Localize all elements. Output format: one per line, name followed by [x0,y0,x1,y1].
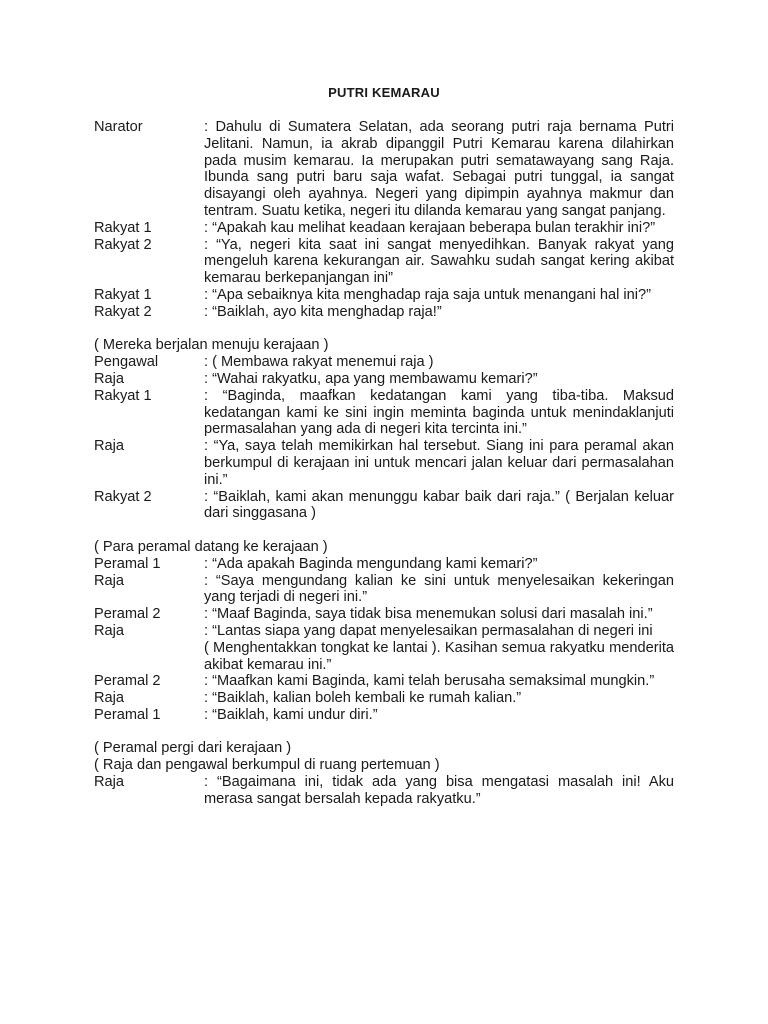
speaker-text [204,489,674,523]
stage-direction: ( Peramal pergi dari kerajaan ) [94,740,292,757]
speaker-name: Rakyat 2 [94,303,152,320]
speaker-name: Raja [94,774,125,791]
speaker-text [204,371,674,388]
speaker-name: Peramal 2 [94,673,161,690]
dialog-line [94,623,674,673]
speaker-text [204,774,674,808]
line-text: “Baiklah, kami undur diri.” [212,706,378,723]
line-text: “Maaf Baginda, saya tidak bisa menemukan solusi dari masalah ini.” [212,606,653,623]
dialog-line [94,774,674,808]
line-text: “Baiklah, ayo kita menghadap raja!” [212,303,442,320]
line-text: “Wahai rakyatku, apa yang membawamu kemari?” [212,370,538,387]
speaker-name: Pengawal [94,354,159,371]
line-text: “Ya, saya telah memikirkan hal tersebut. Siang ini para peramal akan berkumpul di kerajaan ini untuk mencari jalan keluar dari permasalahan ini.” [204,438,674,488]
colon-separator: : [204,370,213,387]
speaker-text [204,690,674,707]
colon-separator: : [204,572,216,589]
blank-line [94,724,674,741]
dialog-line [94,388,674,438]
line-text: “Bagaimana ini, tidak ada yang bisa mengatasi masalah ini! Aku merasa sangat bersalah kepada rakyatku.” [204,774,675,807]
line-text: “Saya mengundang kalian ke sini untuk menyelesaikan kekeringan yang terjadi di negeri ini.” [204,572,675,606]
colon-separator: : [204,774,218,791]
line-text: ( Membawa rakyat menemui raja ) [212,354,434,371]
speaker-text [204,304,674,321]
speaker-text [204,606,674,623]
dialog-line [94,287,674,304]
speaker-text [204,573,674,607]
colon-separator: : [204,690,213,707]
line-text: “Maafkan kami Baginda, kami telah berusaha semaksimal mungkin.” [212,673,655,690]
colon-separator: : [204,354,213,371]
colon-separator: : [204,286,213,303]
dialog-line [94,573,674,607]
colon-separator: : [204,706,213,723]
colon-separator: : [204,303,213,320]
colon-separator: : [204,387,223,404]
dialog-line [94,556,674,573]
dialog-line [94,438,674,488]
line-text: “Ada apakah Baginda mengundang kami kemari?” [212,555,538,572]
dialog-line [94,673,674,690]
speaker-name: Peramal 1 [94,555,161,572]
dialog-line [94,354,674,371]
speaker-text [204,287,674,304]
dialog-line [94,237,674,287]
speaker-name: Rakyat 2 [94,236,152,253]
speaker-name: Rakyat 1 [94,387,152,404]
colon-separator: : [204,236,217,253]
speaker-text [204,623,674,673]
speaker-name: Narator [94,119,143,135]
colon-separator: : [204,555,213,572]
speaker-text [204,556,674,573]
speaker-text [204,119,674,220]
line-text: “Ya, negeri kita saat ini sangat menyedihkan. Banyak rakyat yang mengeluh karena kekurangan air. Sawahku sudah sangat kering akibat kemarau berkepanjangan ini” [204,236,674,287]
speaker-name: Raja [94,572,125,589]
line-text: Dahulu di Sumatera Selatan, ada seorang putri raja bernama Putri Jelitani. Namun, ia akrab dipanggil Putri Kemarau karena dilahirkan pada musim kemarau. Ia merupakan putri sematawayang sang Raja. Ibunda sang putri baru saja wafat. Sebagai putri tunggal, ia sangat disayangi oleh ayahnya. Negeri yang dipimpin ayahnya makmur dan tentram. Suatu ketika, negeri itu dilanda kemarau yang sangat panjang. [204,119,674,219]
speaker-text [204,673,674,690]
line-text: “Lantas siapa yang dapat menyelesaikan permasalahan di negeri ini [212,622,653,639]
colon-separator: : [204,673,213,690]
speaker-text [204,220,674,237]
colon-separator: : [204,622,213,639]
speaker-name: Rakyat 2 [94,488,152,505]
speaker-name: Rakyat 1 [94,286,152,303]
speaker-name: Raja [94,622,125,639]
colon-separator: : [204,438,214,455]
dialog-line [94,489,674,523]
colon-separator: : [204,219,213,236]
dialog-line [94,304,674,321]
blank-line [94,321,674,338]
speaker-text [204,354,674,371]
line-text-continued: ( Menghentakkan tongkat ke lantai ). Kasihan semua rakyatku menderita akibat kemarau ini.” [204,639,674,673]
speaker-text [204,707,674,724]
speaker-text [204,438,674,488]
speaker-name: Peramal 1 [94,706,161,723]
dialog-line [94,371,674,388]
colon-separator: : [204,119,216,135]
stage-direction: ( Raja dan pengawal berkumpul di ruang pertemuan ) [94,757,440,774]
dialog-line [94,606,674,623]
speaker-name: Rakyat 1 [94,219,152,236]
line-text: “Apa sebaiknya kita menghadap raja saja untuk menangani hal ini?” [212,286,652,303]
speaker-name: Raja [94,690,125,707]
speaker-text [204,237,674,287]
line-text: “Baiklah, kalian boleh kembali ke rumah kalian.” [212,690,522,707]
stage-direction: ( Para peramal datang ke kerajaan ) [94,538,328,555]
drama-script [94,119,674,808]
dialog-line [94,707,674,724]
line-text: “Apakah kau melihat keadaan kerajaan beberapa bulan terakhir ini?” [212,219,656,236]
dialog-line [94,690,674,707]
speaker-text [204,388,674,438]
line-text: “Baiklah, kami akan menunggu kabar baik dari raja.” ( Berjalan keluar dari singgasana ) [204,488,675,522]
dialog-line [94,220,674,237]
stage-direction: ( Mereka berjalan menuju kerajaan ) [94,337,329,354]
document-title: PUTRI KEMARAU [328,85,440,100]
colon-separator: : [204,606,213,623]
speaker-name: Peramal 2 [94,606,161,623]
speaker-name: Raja [94,370,125,387]
dialog-line [94,119,674,220]
speaker-name: Raja [94,438,125,455]
line-text: “Baginda, maafkan kedatangan kami yang tiba-tiba. Maksud kedatangan kami ke sini ingin meminta baginda untuk menindaklanjuti permasalahan yang ada di negeri kita tercinta ini.” [204,387,675,438]
blank-line [94,522,674,539]
colon-separator: : [204,488,214,505]
